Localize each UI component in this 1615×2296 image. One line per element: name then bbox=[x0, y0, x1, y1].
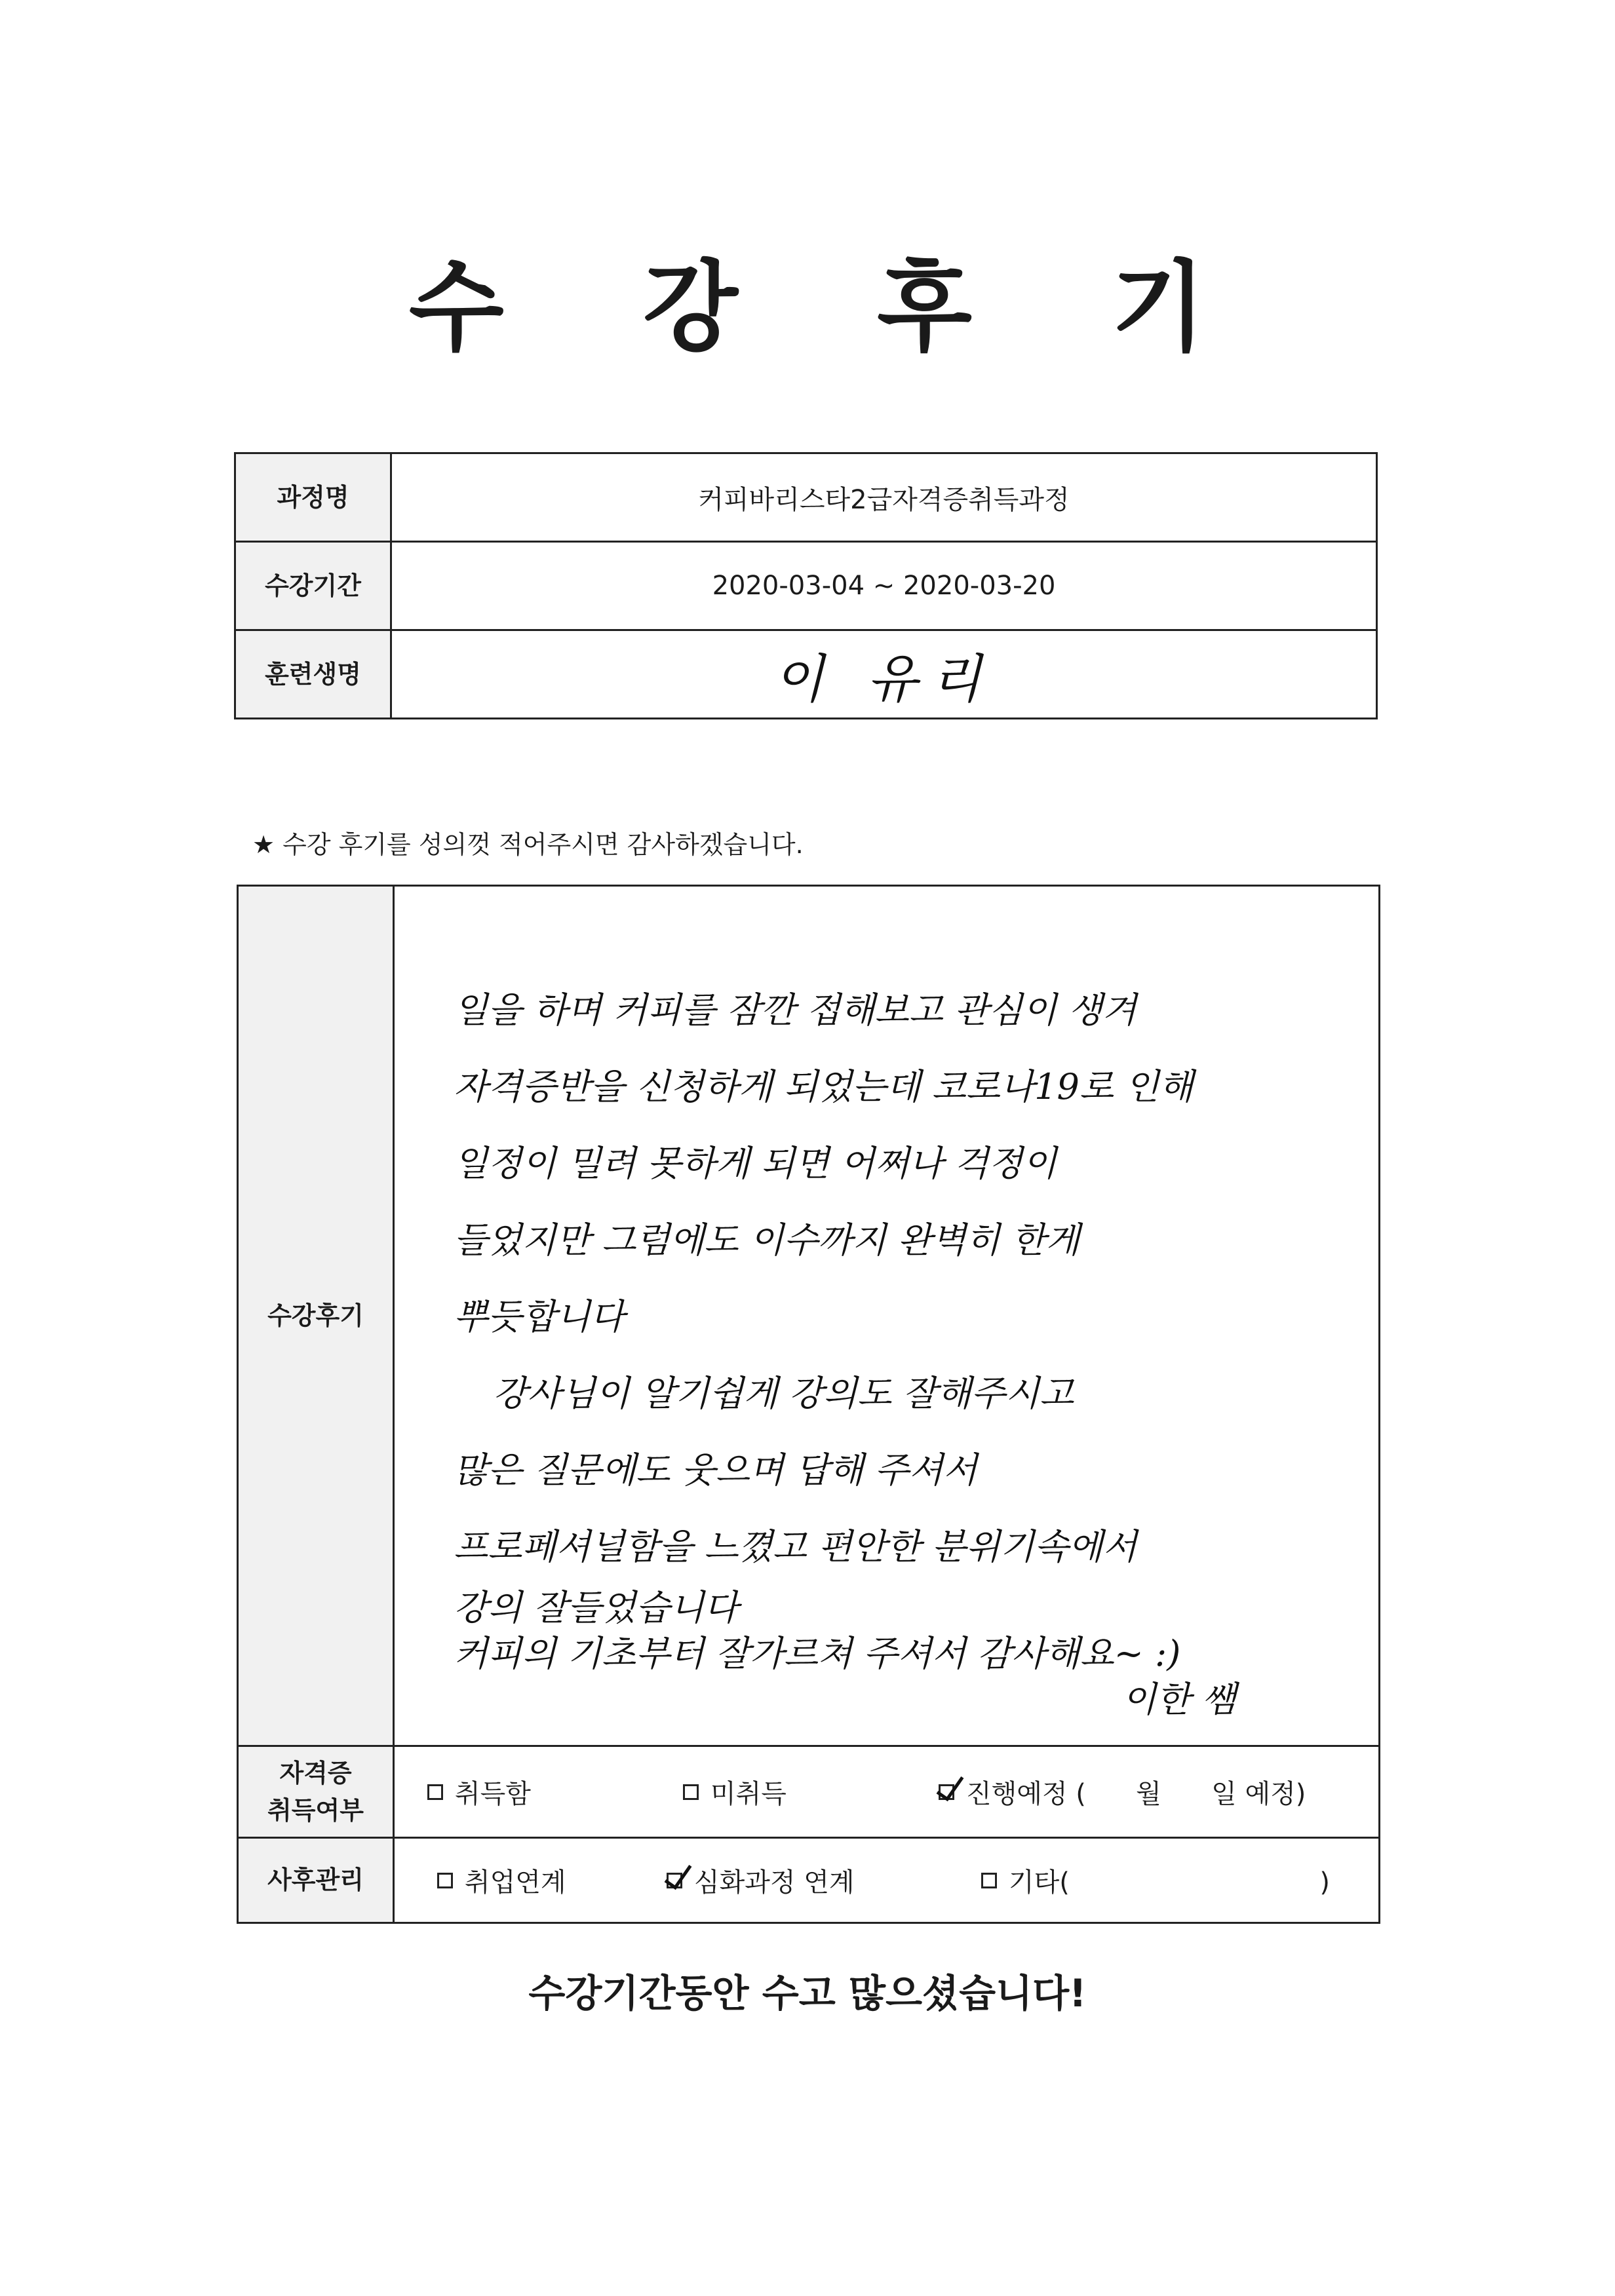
course-row bbox=[235, 453, 1377, 542]
certification-row bbox=[238, 1746, 1380, 1838]
review-line-10: 커피의 기초부터 잘가르쳐 주셔서 감사해요~ :) bbox=[454, 1633, 1181, 1674]
review-line-8: 프로페셔널함을 느꼈고 편안한 분위기속에서 bbox=[454, 1526, 1137, 1567]
option-advanced-course[interactable] bbox=[667, 1862, 981, 1899]
trainee-cell bbox=[391, 630, 1377, 719]
certification-options-cell bbox=[394, 1746, 1380, 1838]
review-line-5: 뿌듯합니다 bbox=[454, 1296, 625, 1337]
option-scheduled-label: 진행예정 ( 월 일 예정) bbox=[966, 1779, 1306, 1809]
checkbox-job-link[interactable] bbox=[437, 1873, 453, 1888]
review-line-3: 일정이 밀려 못하게 되면 어쩌나 걱정이 bbox=[454, 1143, 1057, 1184]
period-row bbox=[235, 542, 1377, 630]
course-value: 커피바리스타2급자격증취득과정 bbox=[391, 453, 1377, 542]
certification-label-line2: 취득여부 bbox=[267, 1795, 364, 1825]
review-signature: 이한 쌤 bbox=[1122, 1679, 1236, 1720]
option-other-label: 기타( ) bbox=[1009, 1867, 1330, 1898]
option-not-acquired-label: 미취득 bbox=[710, 1779, 787, 1809]
review-line-6: 강사님이 알기쉽게 강의도 잘해주시고 bbox=[493, 1373, 1074, 1414]
review-handwritten-text bbox=[454, 972, 1358, 1723]
option-not-acquired[interactable] bbox=[683, 1773, 939, 1810]
footer-message: 수강기간동안 수고 많으셨습니다! bbox=[528, 1971, 1087, 2016]
aftercare-label: 사후관리 bbox=[238, 1838, 394, 1923]
course-info-table bbox=[234, 452, 1378, 719]
checkbox-scheduled[interactable] bbox=[939, 1784, 954, 1800]
option-other[interactable] bbox=[981, 1862, 1330, 1899]
certification-label bbox=[238, 1746, 394, 1838]
page-title: 수 강 후 기 bbox=[408, 251, 1259, 365]
checkbox-advanced-course[interactable] bbox=[667, 1873, 682, 1888]
review-row bbox=[238, 886, 1380, 1746]
course-label: 과정명 bbox=[235, 453, 391, 542]
review-content-cell bbox=[394, 886, 1380, 1746]
review-table bbox=[237, 885, 1380, 1924]
option-acquired[interactable] bbox=[427, 1773, 683, 1810]
certification-options bbox=[395, 1773, 1378, 1810]
aftercare-options bbox=[395, 1862, 1378, 1899]
period-label: 수강기간 bbox=[235, 542, 391, 630]
checkbox-acquired[interactable] bbox=[427, 1784, 443, 1800]
checkbox-not-acquired[interactable] bbox=[683, 1784, 699, 1800]
aftercare-options-cell bbox=[394, 1838, 1380, 1923]
review-line-1: 일을 하며 커피를 잠깐 접해보고 관심이 생겨 bbox=[454, 989, 1137, 1031]
option-job-link-label: 취업연계 bbox=[465, 1867, 566, 1898]
option-scheduled[interactable] bbox=[939, 1773, 1306, 1810]
period-value: 2020-03-04 ~ 2020-03-20 bbox=[391, 542, 1377, 630]
trainee-row bbox=[235, 630, 1377, 719]
checkbox-other[interactable] bbox=[981, 1873, 997, 1888]
option-job-link[interactable] bbox=[437, 1862, 667, 1899]
trainee-label: 훈련생명 bbox=[235, 630, 391, 719]
option-advanced-course-label: 심화과정 연계 bbox=[694, 1867, 855, 1898]
review-line-9: 강의 잘들었습니다 bbox=[454, 1587, 739, 1628]
certification-label-line1: 자격증 bbox=[279, 1758, 352, 1788]
review-line-4: 들었지만 그럼에도 이수까지 완벽히 한게 bbox=[454, 1219, 1080, 1261]
review-label: 수강후기 bbox=[238, 886, 394, 1746]
review-line-2: 자격증반을 신청하게 되었는데 코로나19로 인해 bbox=[454, 1066, 1194, 1107]
review-line-7: 많은 질문에도 웃으며 답해 주셔서 bbox=[454, 1449, 977, 1491]
option-acquired-label: 취득함 bbox=[455, 1779, 531, 1809]
trainee-name-handwritten: 이 유리 bbox=[773, 648, 995, 710]
aftercare-row bbox=[238, 1838, 1380, 1923]
instruction-text: ★ 수강 후기를 성의껏 적어주시면 감사하겠습니다. bbox=[252, 830, 804, 859]
